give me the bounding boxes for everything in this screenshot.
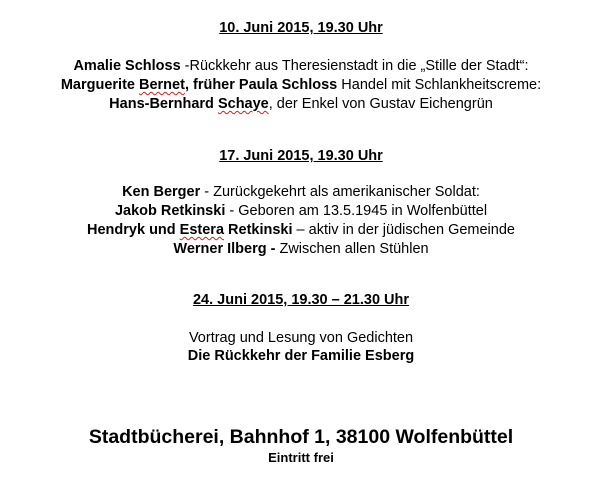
- talk-description: Handel mit Schlankheitscreme:: [337, 77, 542, 93]
- event-line-jakob-retkinski: [0, 202, 602, 220]
- speaker-name: Jakob Retkinski: [114, 203, 226, 219]
- spellcheck-word: Bernet: [139, 77, 185, 93]
- venue-address: Stadtbücherei, Bahnhof 1, 38100 Wolfenbüttel: [88, 426, 514, 448]
- speaker-name: Werner Ilberg -: [173, 241, 276, 257]
- speaker-name: Ken Berger: [122, 184, 201, 200]
- speaker-name-part: Hendryk und: [87, 222, 180, 238]
- speaker-name-part: Hans-Bernhard: [109, 96, 218, 112]
- event-title-esberg: [0, 347, 602, 365]
- talk-description: - Zurückgekehrt als amerikanischer Soldat:: [200, 184, 480, 200]
- speaker-name: Amalie Schloss: [73, 58, 181, 74]
- event-line-werner-ilberg: [0, 240, 602, 258]
- event-line-lecture: Vortrag und Lesung von Gedichten: [188, 330, 414, 346]
- talk-description: – aktiv in der jüdischen Gemeinde: [292, 222, 515, 238]
- speaker-name-part: , früher Paula Schloss: [184, 77, 338, 93]
- event-line-hendryk-estera-retkinski: [0, 221, 602, 239]
- talk-description: - Geboren am 13.5.1945 in Wolfenbüttel: [225, 203, 488, 219]
- speaker-name-part: Marguerite: [60, 77, 139, 93]
- talk-description: , der Enkel von Gustav Eichengrün: [268, 96, 493, 112]
- date-heading-june-17: 17. Juni 2015, 19.30 Uhr: [219, 148, 383, 164]
- talk-description: -Rückkehr aus Theresienstadt in die „Stille der Stadt“:: [180, 58, 529, 74]
- spellcheck-word: Estera: [179, 222, 225, 238]
- event-line-amalie-schloss: [0, 57, 602, 75]
- event-line-ken-berger: [0, 183, 602, 201]
- date-heading-june-24: 24. Juni 2015, 19.30 – 21.30 Uhr: [192, 292, 410, 308]
- event-title-text: Die Rückkehr der Familie Esberg: [187, 348, 415, 364]
- admission-note: Eintritt frei: [268, 450, 334, 465]
- spellcheck-word: Schaye: [217, 96, 269, 112]
- event-line-hans-bernhard-schaye: [0, 95, 602, 113]
- speaker-name-part: Retkinski: [224, 222, 293, 238]
- date-heading-june-10: 10. Juni 2015, 19.30 Uhr: [219, 20, 383, 36]
- talk-description: Zwischen allen Stühlen: [275, 241, 429, 257]
- event-line-marguerite-bernet: [0, 76, 602, 94]
